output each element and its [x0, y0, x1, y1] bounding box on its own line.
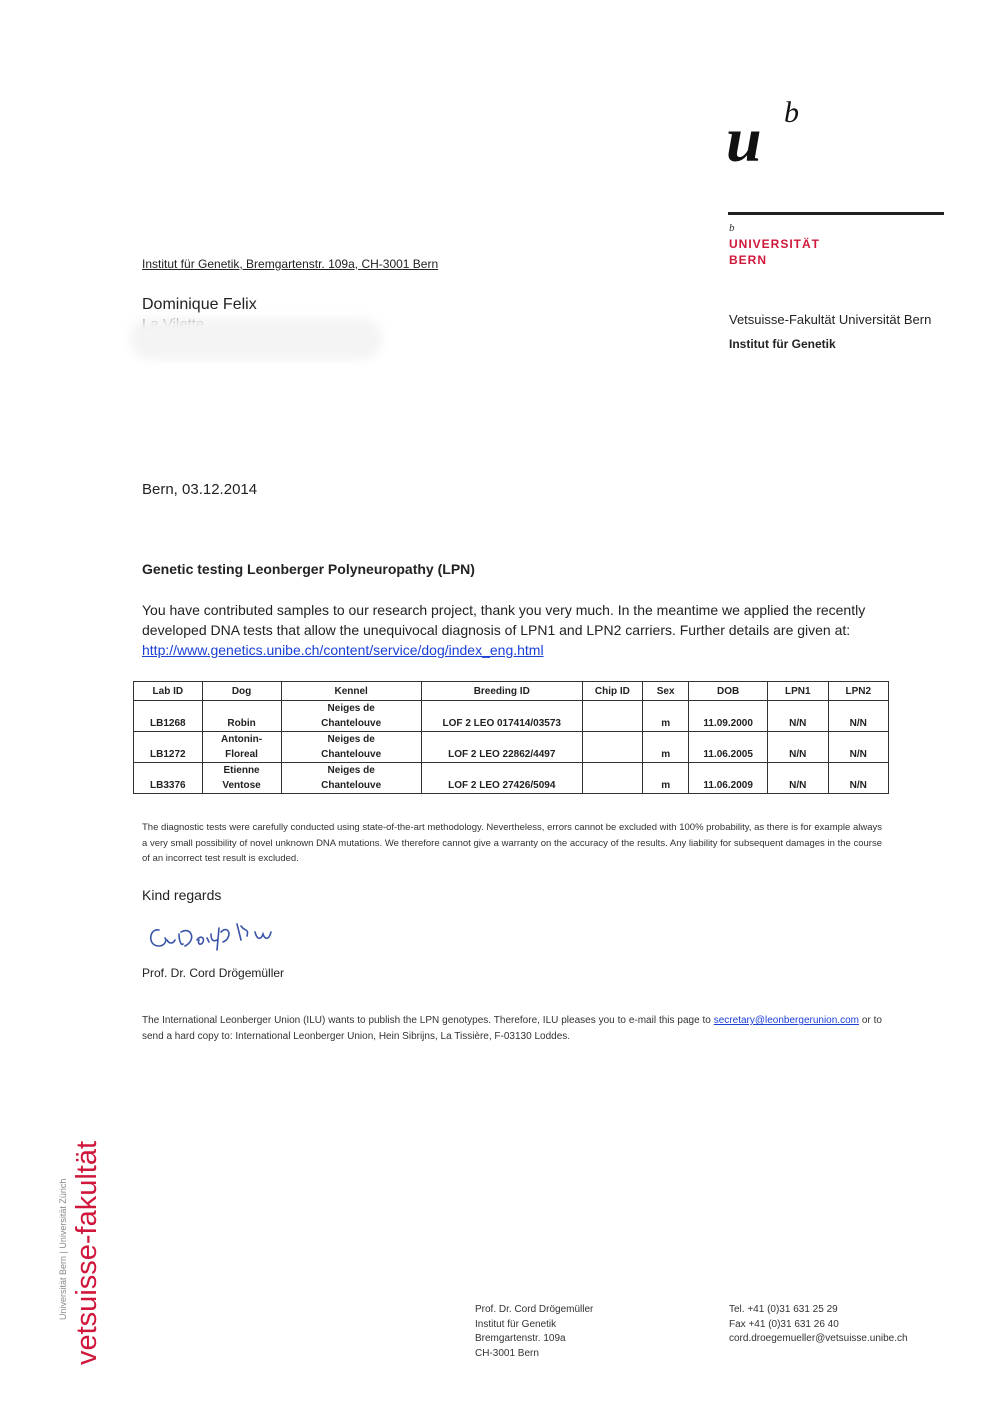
results-table	[133, 681, 889, 794]
cell-lpn1: N/N	[768, 701, 828, 732]
cell-dog-line1: Etienne	[223, 765, 260, 776]
cell-kennel	[281, 732, 421, 763]
cell-dog	[202, 732, 281, 763]
col-chip-id: Chip ID	[582, 682, 642, 701]
disclaimer-text: The diagnostic tests were carefully conducted using state-of-the-art methodology. Nevertheless, errors cannot be excluded with 100% probability, as there is for example always a very small possibility of novel unknown DNA mutations. We therefore cannot give a warranty on the accuracy of the results. Any liability for subsequent damages in the course of an incorrect test result is excluded.	[142, 822, 882, 864]
table-row	[134, 732, 889, 763]
university-logo-u: u	[726, 104, 762, 175]
cell-lpn1: N/N	[768, 763, 828, 794]
letter-date: Bern, 03.12.2014	[142, 481, 258, 498]
university-name	[729, 236, 820, 268]
cell-kennel	[281, 701, 421, 732]
cell-dog-line1: Antonin-	[221, 734, 263, 745]
cell-dog	[202, 763, 281, 794]
university-logo-b: b	[784, 96, 799, 129]
cell-kennel-line2: Chantelouve	[321, 780, 382, 791]
cell-kennel-line2: Chantelouve	[321, 718, 382, 729]
genetics-info-link[interactable]: http://www.genetics.unibe.ch/content/service/dog/index_eng.html	[142, 642, 544, 658]
cell-breeding-id: LOF 2 LEO 27426/5094	[421, 763, 582, 794]
university-name-line1: UNIVERSITÄT	[729, 237, 821, 251]
cell-lpn2: N/N	[828, 701, 888, 732]
footer-address-line: Institut für Genetik	[475, 1318, 557, 1330]
col-sex: Sex	[643, 682, 689, 701]
footer-contact	[729, 1303, 908, 1347]
table-row	[134, 763, 889, 794]
cell-breeding-id: LOF 2 LEO 017414/03573	[421, 701, 582, 732]
handwritten-signature	[145, 910, 305, 955]
letter-body-text: You have contributed samples to our research project, thank you very much. In the meantime we applied the recently developed DNA tests that allow the unequivocal diagnosis of LPN1 and LPN2 carriers. Further details are given at:	[142, 602, 866, 638]
col-lab-id: Lab ID	[134, 682, 203, 701]
col-dob: DOB	[689, 682, 768, 701]
university-name-line2: BERN	[729, 253, 768, 267]
cell-chip-id	[582, 763, 642, 794]
cell-kennel	[281, 763, 421, 794]
col-lpn1: LPN1	[768, 682, 828, 701]
col-lpn2: LPN2	[828, 682, 888, 701]
ilu-email-link[interactable]: secretary@leonbergerunion.com	[713, 1015, 859, 1026]
footer-fax: Fax +41 (0)31 631 26 40	[729, 1318, 839, 1330]
table-row	[134, 701, 889, 732]
cell-lpn2: N/N	[828, 763, 888, 794]
logo-divider	[728, 212, 944, 215]
ilu-note-text: The International Leonberger Union (ILU) wants to publish the LPN genotypes. Therefore, ILU pleases you to e-mail this page to	[142, 1015, 714, 1026]
footer-phone: Tel. +41 (0)31 631 25 29	[729, 1304, 838, 1315]
footer-address-line: Bremgartenstr. 109a	[475, 1333, 566, 1344]
cell-lpn2: N/N	[828, 732, 888, 763]
side-universities-text	[56, 1140, 70, 1320]
footer-address-line: CH-3001 Bern	[475, 1347, 539, 1359]
recipient-name: Dominique Felix	[142, 296, 257, 313]
footer-email[interactable]: cord.droegemueller@vetsuisse.unibe.ch	[729, 1333, 908, 1344]
cell-sex: m	[643, 763, 689, 794]
side-faculty-label: vetsuisse-fakultät	[71, 1140, 103, 1365]
footer-address-line: Prof. Dr. Cord Drögemüller	[475, 1304, 594, 1315]
cell-dob: 11.06.2009	[689, 763, 768, 794]
cell-sex: m	[643, 732, 689, 763]
cell-dog-line2: Robin	[227, 718, 256, 729]
cell-breeding-id: LOF 2 LEO 22862/4497	[421, 732, 582, 763]
cell-lab-id: LB1272	[134, 732, 203, 763]
col-breeding-id: Breeding ID	[421, 682, 582, 701]
cell-kennel-line1: Neiges de	[327, 703, 375, 714]
cell-kennel-line2: Chantelouve	[321, 749, 382, 760]
table-header-row	[134, 682, 889, 701]
cell-lpn1: N/N	[768, 732, 828, 763]
cell-kennel-line1: Neiges de	[327, 765, 375, 776]
side-universities-label: Universität Bern | Universität Zürich	[58, 1178, 68, 1320]
cell-lab-id: LB3376	[134, 763, 203, 794]
cell-chip-id	[582, 732, 642, 763]
cell-dog	[202, 701, 281, 732]
cell-dob: 11.09.2000	[689, 701, 768, 732]
faculty-name: Vetsuisse-Fakultät Universität Bern	[729, 312, 932, 327]
closing-regards: Kind regards	[142, 887, 222, 903]
letter-body	[142, 600, 882, 660]
col-dog: Dog	[202, 682, 281, 701]
side-faculty-text	[71, 1130, 106, 1365]
cell-dob: 11.06.2005	[689, 732, 768, 763]
sender-address-line: Institut für Genetik, Bremgartenstr. 109a, CH-3001 Bern	[142, 257, 439, 271]
ilu-note	[142, 1013, 882, 1045]
cell-lab-id: LB1268	[134, 701, 203, 732]
cell-chip-id	[582, 701, 642, 732]
footer-address	[475, 1303, 593, 1361]
col-kennel: Kennel	[281, 682, 421, 701]
logo-small-b: b	[729, 222, 735, 234]
redacted-address	[130, 318, 382, 360]
cell-sex: m	[643, 701, 689, 732]
cell-dog-line2: Floreal	[225, 749, 258, 760]
cell-kennel-line1: Neiges de	[327, 734, 375, 745]
letter-subject: Genetic testing Leonberger Polyneuropathy (LPN)	[142, 561, 475, 577]
cell-dog-line2: Ventose	[222, 780, 261, 791]
ilu-note-text-2: or to send a hard copy to: International Leonberger Union, Hein Sibrijns, La Tissière, F-03130 Loddes.	[142, 1015, 882, 1042]
signer-name: Prof. Dr. Cord Drögemüller	[142, 966, 285, 980]
institute-name: Institut für Genetik	[729, 337, 836, 351]
